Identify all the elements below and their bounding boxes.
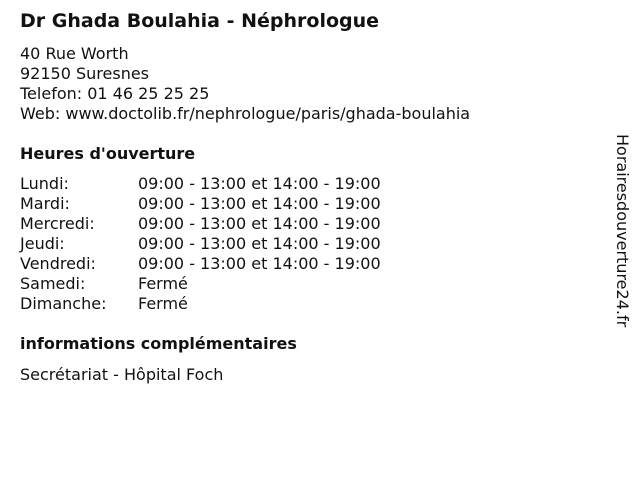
hours-day: Samedi: [20,274,86,293]
hours-day: Dimanche: [20,294,107,313]
hours-day: Mardi: [20,194,70,213]
info-text: Secrétariat - Hôpital Foch [20,365,224,384]
hours-row-tuesday [20,194,381,214]
hours-row-friday [20,254,381,274]
address-block [20,44,470,124]
hours-time: 09:00 - 13:00 et 14:00 - 19:00 [138,174,381,193]
hours-row-monday [20,174,381,194]
hours-time: 09:00 - 13:00 et 14:00 - 19:00 [138,254,381,273]
hours-time: Fermé [138,294,188,313]
hours-day: Lundi: [20,174,69,193]
address-phone: Telefon: 01 46 25 25 25 [20,84,210,103]
side-brand-watermark: Horairesdouverture24.fr [613,134,632,328]
hours-day: Mercredi: [20,214,95,233]
hours-row-saturday [20,274,381,294]
hours-row-thursday [20,234,381,254]
hours-day: Jeudi: [20,234,65,253]
address-web: Web: www.doctolib.fr/nephrologue/paris/ghada-boulahia [20,104,471,123]
hours-time: 09:00 - 13:00 et 14:00 - 19:00 [138,234,381,253]
address-street: 40 Rue Worth [20,44,129,63]
hours-row-sunday [20,294,381,314]
hours-row-wednesday [20,214,381,234]
hours-time: Fermé [138,274,188,293]
hours-heading: Heures d'ouverture [20,144,196,163]
address-city: 92150 Suresnes [20,64,150,83]
page-title: Dr Ghada Boulahia - Néphrologue [20,10,380,32]
hours-day: Vendredi: [20,254,96,273]
hours-time: 09:00 - 13:00 et 14:00 - 19:00 [138,214,381,233]
hours-time: 09:00 - 13:00 et 14:00 - 19:00 [138,194,381,213]
hours-table [20,174,381,314]
info-heading: informations complémentaires [20,334,297,353]
